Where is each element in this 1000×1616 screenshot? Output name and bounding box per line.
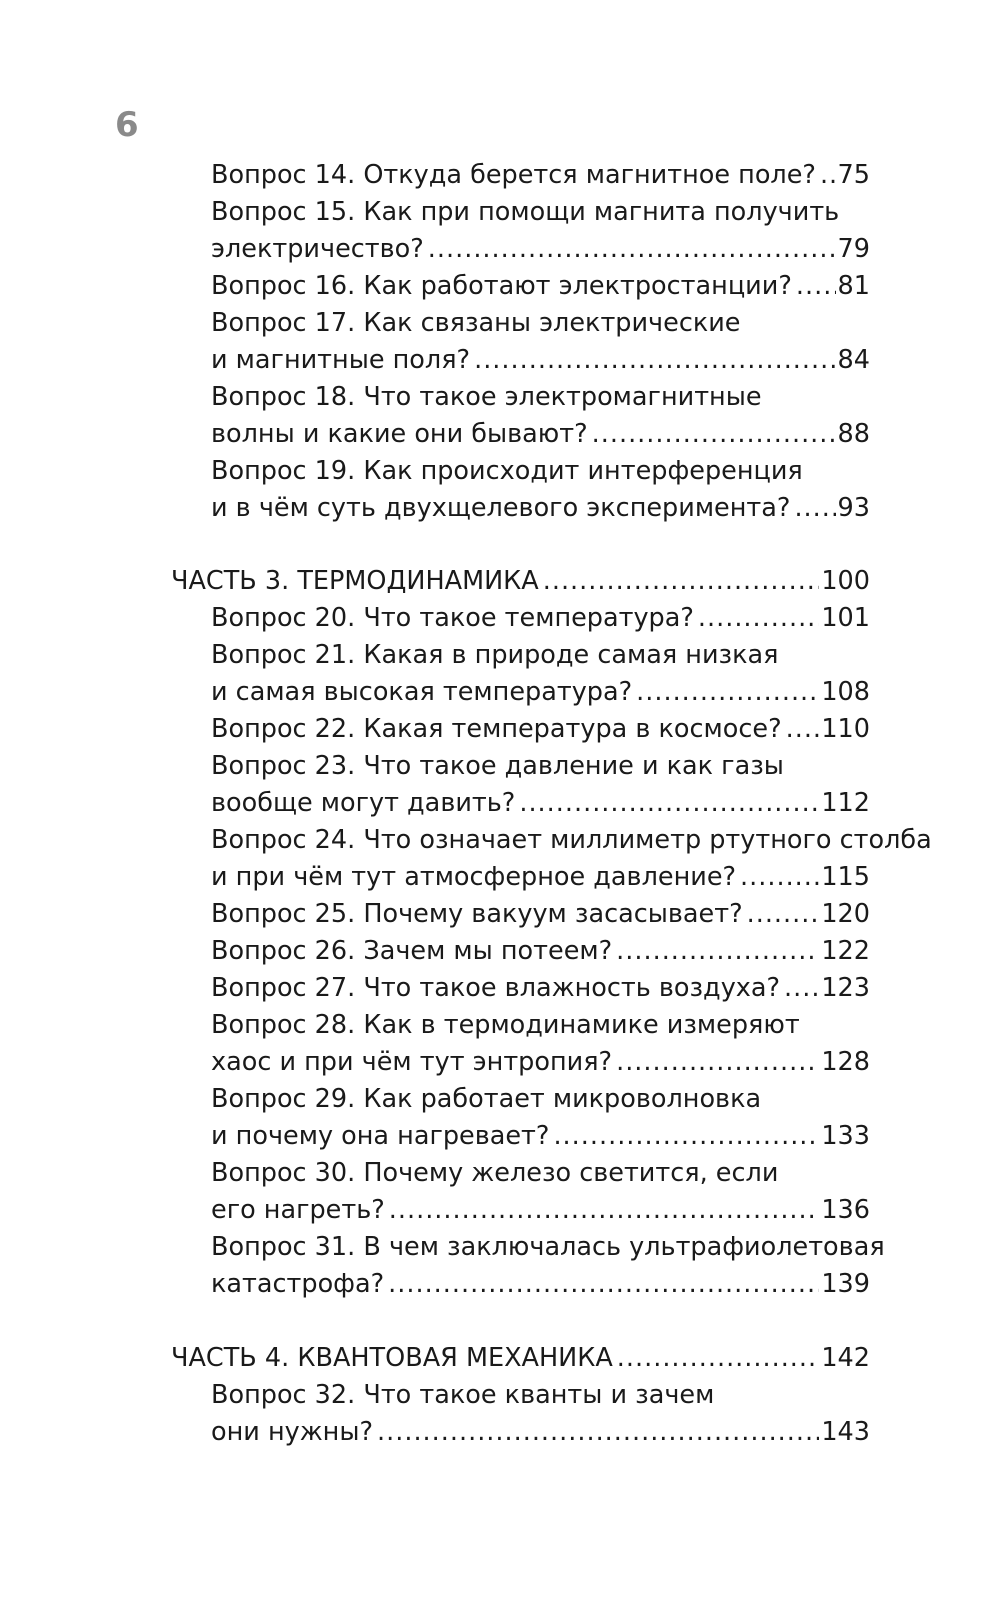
toc-entry [211, 231, 870, 268]
toc-entry-page: 115 [821, 862, 870, 892]
toc-entry-text: они нужны? [211, 1417, 374, 1447]
toc-entry-page: 101 [821, 603, 870, 633]
toc-entry-text: Вопрос 14. Откуда берется магнитное поле? [211, 160, 816, 190]
toc-entry-text: электричество? [211, 234, 424, 264]
toc-entry [211, 1007, 870, 1044]
toc-part-title: ЧАСТЬ 3. ТЕРМОДИНАМИКА [171, 566, 539, 596]
toc-part-title: ЧАСТЬ 4. КВАНТОВАЯ МЕХАНИКА [171, 1343, 613, 1373]
toc-entry [211, 711, 870, 748]
toc-entry-text: и при чём тут атмосферное давление? [211, 862, 737, 892]
toc-entry-text: его нагреть? [211, 1195, 385, 1225]
toc-entry [211, 1192, 870, 1229]
toc-entry-text: Вопрос 15. Как при помощи магнита получить [211, 197, 840, 227]
toc-entry-page: 108 [821, 677, 870, 707]
toc-entry-page: 110 [821, 714, 870, 744]
toc-entry-text: Вопрос 21. Какая в природе самая низкая [211, 640, 779, 670]
toc-entry-page: 122 [821, 936, 870, 966]
toc-entry-page: 139 [821, 1269, 870, 1299]
toc-leader-dots [698, 600, 819, 637]
toc-entry-page: 88 [837, 419, 870, 449]
toc-entry-text: Вопрос 27. Что такое влажность воздуха? [211, 973, 781, 1003]
toc-entry [211, 1155, 870, 1192]
toc-entry-text: Вопрос 23. Что такое давление и как газы [211, 751, 784, 781]
toc-entry-text: Вопрос 18. Что такое электромагнитные [211, 382, 762, 412]
toc-entry [211, 637, 870, 674]
toc-entry-text: Вопрос 16. Как работают электростанции? [211, 271, 792, 301]
toc-entry-text: Вопрос 19. Как происходит интерференция [211, 456, 803, 486]
page-number: 6 [115, 105, 139, 145]
toc-entry-text: Вопрос 22. Какая температура в космосе? [211, 714, 782, 744]
toc-leader-dots [786, 711, 820, 748]
toc-entry [211, 970, 870, 1007]
toc-entry-text: Вопрос 30. Почему железо светится, если [211, 1158, 779, 1188]
toc-entry [211, 342, 870, 379]
toc-entry [211, 490, 870, 527]
toc-entry-page: 133 [821, 1121, 870, 1151]
toc-entry-page: 128 [821, 1047, 870, 1077]
toc-entry-page: 100 [821, 566, 870, 596]
toc-leader-dots [377, 1414, 819, 1451]
toc-leader-dots [796, 268, 836, 305]
toc-entry [211, 1377, 870, 1414]
toc-entry [211, 268, 870, 305]
toc-entry-text: катастрофа? [211, 1269, 385, 1299]
toc-entry-page: 75 [837, 160, 870, 190]
toc-leader-dots [740, 859, 819, 896]
toc-entry [211, 305, 870, 342]
toc-entry-page: 143 [821, 1417, 870, 1447]
toc-entry [211, 1044, 870, 1081]
toc-entry-text: и самая высокая температура? [211, 677, 633, 707]
toc-leader-dots [388, 1266, 819, 1303]
toc-entry-text: вообще могут давить? [211, 788, 516, 818]
toc-leader-dots [389, 1192, 820, 1229]
toc-entry [211, 1118, 870, 1155]
toc-leader-dots [519, 785, 819, 822]
toc-entry-page: 136 [821, 1195, 870, 1225]
toc-entry [211, 194, 870, 231]
toc-entry [211, 1414, 870, 1451]
toc-entry-text: Вопрос 25. Почему вакуум засасывает? [211, 899, 743, 929]
toc-entry [211, 674, 870, 711]
toc-entry-text: Вопрос 24. Что означает миллиметр ртутного столба [211, 825, 932, 855]
toc-entry-text: и почему она нагревает? [211, 1121, 550, 1151]
toc-entry-page: 84 [837, 345, 870, 375]
toc-entry [211, 933, 870, 970]
toc-part-heading [171, 563, 870, 600]
toc-entry [211, 379, 870, 416]
toc-entry-text: Вопрос 26. Зачем мы потеем? [211, 936, 613, 966]
toc-entry-page: 112 [821, 788, 870, 818]
toc-entry-page: 93 [837, 493, 870, 523]
toc-part-heading [171, 1340, 870, 1377]
toc-leader-dots [820, 157, 836, 194]
toc-leader-dots [747, 896, 820, 933]
toc-entry-text: Вопрос 31. В чем заключалась ультрафиолетовая [211, 1232, 885, 1262]
toc-entry [211, 1081, 870, 1118]
toc-entry-text: Вопрос 17. Как связаны электрические [211, 308, 741, 338]
toc-entry [211, 785, 870, 822]
toc-entry-page: 123 [821, 973, 870, 1003]
toc-leader-dots [616, 1044, 819, 1081]
toc-entry [211, 453, 870, 490]
toc-entry-page: 120 [821, 899, 870, 929]
toc-entry-text: и в чём суть двухщелевого эксперимента? [211, 493, 791, 523]
toc-leader-dots [428, 231, 836, 268]
toc-entry [211, 157, 870, 194]
toc-leader-dots [784, 970, 819, 1007]
toc-entry [211, 896, 870, 933]
toc-entry-text: волны и какие они бывают? [211, 419, 588, 449]
toc-entry-text: и магнитные поля? [211, 345, 471, 375]
toc-entry-page: 79 [837, 234, 870, 264]
toc-leader-dots [616, 933, 819, 970]
toc-entry [211, 822, 932, 859]
toc-leader-dots [474, 342, 835, 379]
toc-leader-dots [794, 490, 835, 527]
toc-entry [211, 1266, 870, 1303]
toc-entry [211, 1229, 885, 1266]
toc-entry-page: 81 [837, 271, 870, 301]
toc-entry [211, 748, 870, 785]
toc-entry-text: Вопрос 28. Как в термодинамике измеряют [211, 1010, 800, 1040]
toc-entry-text: Вопрос 20. Что такое температура? [211, 603, 694, 633]
toc-entry-page: 142 [821, 1343, 870, 1373]
toc-entry-text: Вопрос 29. Как работает микроволновка [211, 1084, 762, 1114]
toc-leader-dots [553, 1118, 819, 1155]
toc-leader-dots [636, 674, 819, 711]
toc-entry-text: хаос и при чём тут энтропия? [211, 1047, 613, 1077]
toc-leader-dots [592, 416, 836, 453]
toc-entry [211, 416, 870, 453]
toc-entry [211, 600, 870, 637]
toc-leader-dots [617, 1340, 820, 1377]
toc-entry [211, 859, 870, 896]
toc-leader-dots [543, 563, 820, 600]
toc-entry-text: Вопрос 32. Что такое кванты и зачем [211, 1380, 715, 1410]
